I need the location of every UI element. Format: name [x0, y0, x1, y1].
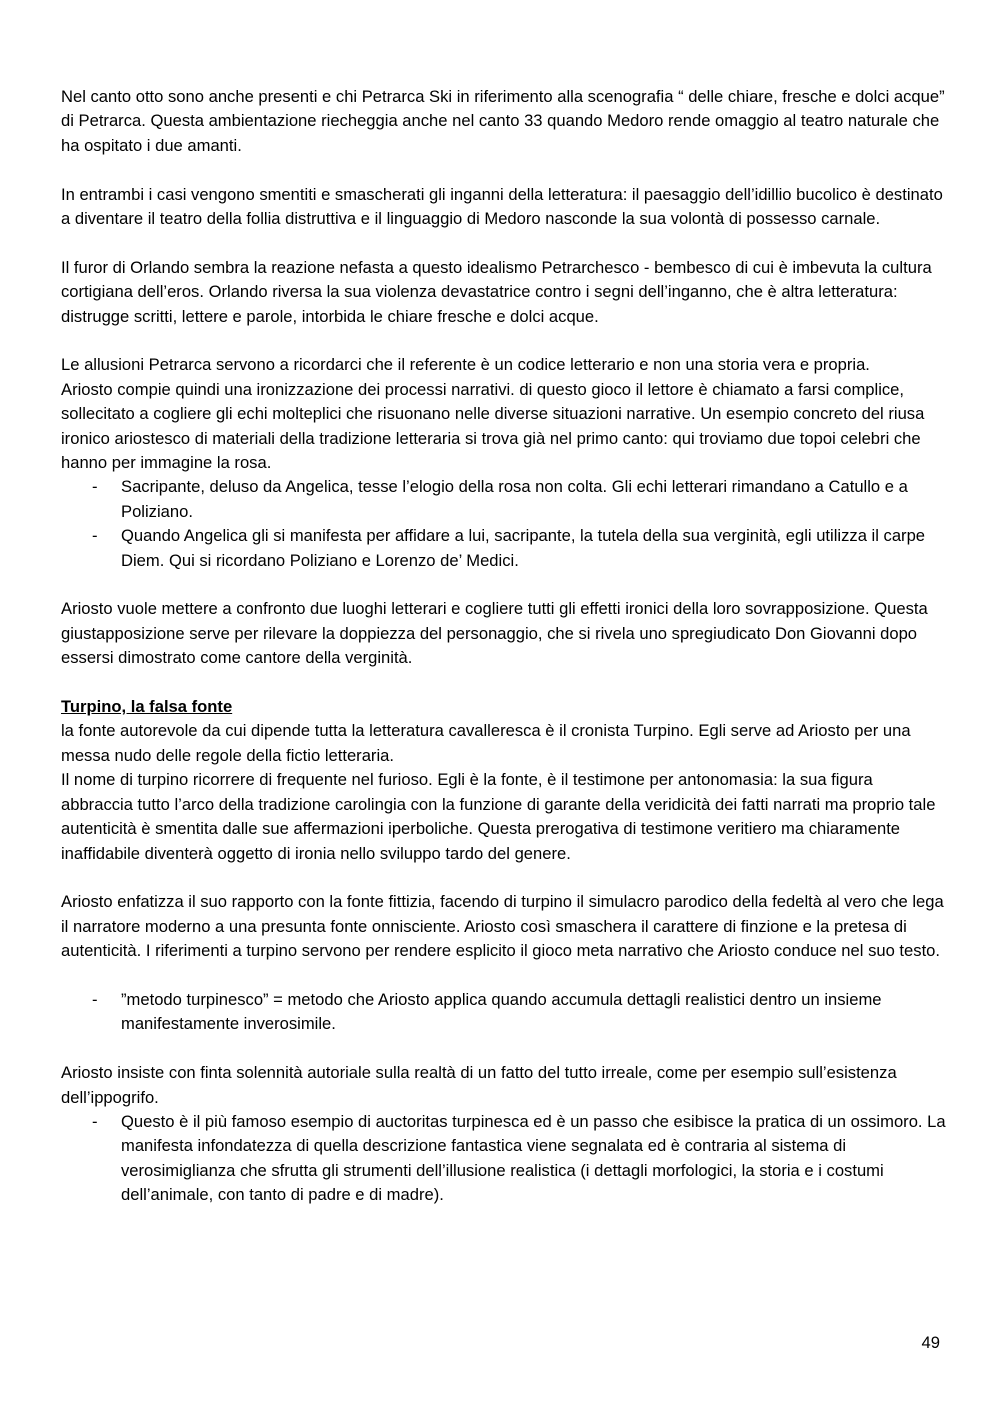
paragraph-gap [61, 231, 946, 255]
paragraph-furor-orlando: Il furor di Orlando sembra la reazione nefasta a questo idealismo Petrarchesco - bembesco di cui è imbevuta la cultura cortigiana dell’eros. Orlando riversa la sua violenza devastatrice contro i segni dell’inganno, che è altra letteratura: distrugge scritti, lettere e parole, intorbida le chiare fresche e dolci acque. [61, 257, 932, 326]
paragraph-allusioni-petrarca: Le allusioni Petrarca servono a ricordarci che il referente è un codice letterario e non una storia vera e propria. [61, 355, 870, 375]
list-item-text: ”metodo turpinesco” = metodo che Ariosto applica quando accumula dettagli realistici dentro un insieme manifestamente inverosimile. [121, 989, 882, 1034]
paragraph-fonte-fittizia: Ariosto enfatizza il suo rapporto con la fonte fittizia, facendo di turpino il simulacro parodico della fedeltà al vero che lega il narratore moderno a una presunta fonte onnisciente. Ariosto così smaschera il carattere di finzione e la pretesa di autenticità. I riferimenti a turpino servono per rendere esplicito il gioco meta narrativo che Ariosto conduce nel suo testo. [61, 892, 944, 961]
paragraph-gap [61, 1037, 946, 1061]
rose-topoi-list [61, 475, 946, 573]
paragraph-gap [61, 964, 946, 988]
paragraph-ironizzazione: Ariosto compie quindi una ironizzazione dei processi narrativi. di questo gioco il lettore è chiamato a farsi complice, sollecitato a cogliere gli echi molteplici che risuonano nelle diverse situazioni narrative. Un esempio concreto del riusa ironico ariostesco di materiali della tradizione letteraria si trova già nel primo canto: qui troviamo due topoi celebri che hanno per immagine la rosa. [61, 379, 925, 473]
paragraph-gap [61, 671, 946, 695]
paragraph-confronto-luoghi: Ariosto vuole mettere a confronto due luoghi letterari e cogliere tutti gli effetti ironici della loro sovrapposizione. Questa giustapposizione serve per rilevare la doppiezza del personaggio, che si rivela uno spregiudicato Don Giovanni dopo essersi dimostrato come cantore della verginità. [61, 599, 928, 668]
page-number: 49 [921, 1333, 940, 1352]
list-item-text: Quando Angelica gli si manifesta per affidare a lui, sacripante, la tutela della sua verginità, egli utilizza il carpe Diem. Qui si ricordano Poliziano e Lorenzo de’ Medici. [121, 526, 926, 570]
paragraph-ippogrifo: Ariosto insiste con finta solennità autoriale sulla realtà di un fatto del tutto irreale, come per esempio sull’esistenza dell’ippogrifo. [61, 1063, 897, 1107]
section-heading: Turpino, la falsa fonte [61, 697, 233, 717]
dash-bullet: - [92, 526, 98, 546]
list-item [61, 1110, 946, 1208]
dash-bullet: - [92, 477, 98, 497]
ippogrifo-list [61, 1110, 946, 1208]
list-item-text: Questo è il più famoso esempio di auctoritas turpinesca ed è un passo che esibisce la pratica di un ossimoro. La manifesta infondatezza di quella descrizione fantastica viene segnalata ed è contraria al sistema di verosimiglianza che sfrutta gli strumenti dell’illusione realistica (i dettagli morfologici, la storia e i costumi dell’animale, con tanto di padre e di madre). [121, 1111, 946, 1205]
list-item [61, 524, 946, 573]
paragraph-nome-turpino: Il nome di turpino ricorrere di frequente nel furioso. Egli è la fonte, è il testimone per antonomasia: la sua figura abbraccia tutto l’arco della tradizione carolingia con la funzione di garante della veridicità dei fatti narrati ma proprio tale autenticità è smentita dalle sue affermazioni iperboliche. Questa prerogativa di testimone veritiero ma chiaramente inaffidabile diventerà oggetto di ironia nello sviluppo tardo del genere. [61, 770, 936, 863]
list-item [61, 475, 946, 524]
dash-bullet: - [92, 989, 98, 1009]
paragraph-gap [61, 329, 946, 353]
metodo-turpinesco-list [61, 988, 946, 1037]
paragraph-gap [61, 158, 946, 182]
paragraph-fonte-turpino: la fonte autorevole da cui dipende tutta la letteratura cavalleresca è il cronista Turpino. Egli serve ad Ariosto per una messa nudo delle regole della fictio letteraria. [61, 721, 911, 765]
dash-bullet: - [92, 1111, 98, 1131]
paragraph-petrarca-scenografia: Nel canto otto sono anche presenti e chi Petrarca Ski in riferimento alla scenografia “ delle chiare, fresche e dolci acque” di Petrarca. Questa ambientazione riecheggia anche nel canto 33 quando Medoro rende omaggio al teatro naturale che ha ospitato i due amanti. [61, 87, 945, 155]
list-item [61, 988, 946, 1037]
list-item-text: Sacripante, deluso da Angelica, tesse l’elogio della rosa non colta. Gli echi letterari rimandano a Catullo e a Poliziano. [121, 477, 908, 521]
paragraph-gap [61, 573, 946, 597]
paragraph-gap [61, 866, 946, 890]
page-content [61, 85, 946, 1208]
paragraph-inganni-letteratura: In entrambi i casi vengono smentiti e smascherati gli inganni della letteratura: il paesaggio dell’idillio bucolico è destinato a diventare il teatro della follia distruttiva e il linguaggio di Medoro nasconde la sua volontà di possesso carnale. [61, 184, 943, 229]
